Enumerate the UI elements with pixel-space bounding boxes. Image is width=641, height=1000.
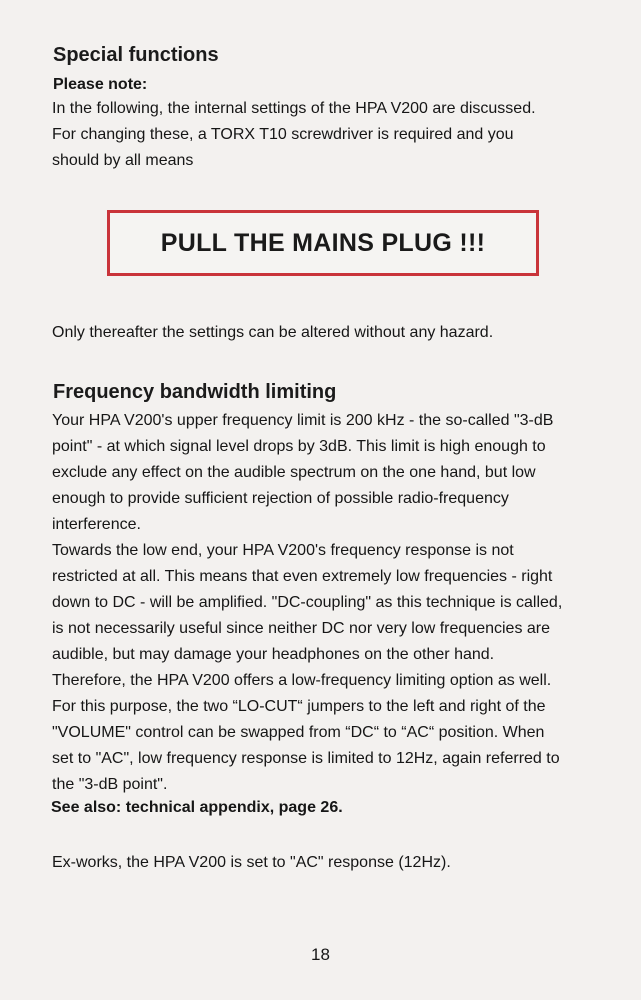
paragraph-line: Therefore, the HPA V200 offers a low-frequency limiting option as well. — [52, 672, 552, 689]
paragraph-line: audible, but may damage your headphones on the other hand. — [52, 646, 495, 663]
paragraph-line: the "3-dB point". — [52, 776, 168, 793]
paragraph-line: point" - at which signal level drops by 3dB. This limit is high enough to — [52, 438, 546, 455]
paragraph-line: For changing these, a TORX T10 screwdriver is required and you — [52, 126, 514, 143]
paragraph-line: In the following, the internal settings of the HPA V200 are discussed. — [52, 100, 536, 117]
see-also-reference: See also: technical appendix, page 26. — [51, 799, 343, 816]
paragraph-line: For this purpose, the two “LO-CUT“ jumpers to the left and right of the — [52, 698, 546, 715]
warning-box — [107, 210, 539, 276]
paragraph-line: interference. — [52, 516, 141, 533]
frequency-paragraph — [52, 408, 612, 798]
please-note-label: Please note: — [53, 76, 148, 93]
paragraph-line: Ex-works, the HPA V200 is set to "AC" response (12Hz). — [52, 854, 451, 871]
frequency-heading: Frequency bandwidth limiting — [53, 381, 337, 403]
paragraph-line: down to DC - will be amplified. "DC-coupling" as this technique is called, — [52, 594, 563, 611]
after-warning-paragraph — [52, 320, 612, 346]
paragraph-line: Your HPA V200's upper frequency limit is 200 kHz - the so-called "3-dB — [52, 412, 554, 429]
paragraph-line: set to "AC", low frequency response is limited to 12Hz, again referred to — [52, 750, 560, 767]
paragraph-line: Towards the low end, your HPA V200's frequency response is not — [52, 542, 514, 559]
paragraph-line: Only thereafter the settings can be altered without any hazard. — [52, 324, 494, 341]
warning-text: PULL THE MAINS PLUG !!! — [160, 228, 486, 257]
paragraph-line: is not necessarily useful since neither DC nor very low frequencies are — [52, 620, 551, 637]
special-functions-paragraph — [52, 96, 612, 174]
ex-works-paragraph — [52, 850, 612, 876]
paragraph-line: "VOLUME" control can be swapped from “DC“ to “AC“ position. When — [52, 724, 545, 741]
paragraph-line: restricted at all. This means that even extremely low frequencies - right — [52, 568, 553, 585]
special-functions-heading: Special functions — [53, 44, 219, 66]
paragraph-line: enough to provide sufficient rejection of possible radio-frequency — [52, 490, 509, 507]
paragraph-line: exclude any effect on the audible spectrum on the one hand, but low — [52, 464, 536, 481]
paragraph-line: should by all means — [52, 152, 194, 169]
page-number: 18 — [311, 945, 330, 964]
